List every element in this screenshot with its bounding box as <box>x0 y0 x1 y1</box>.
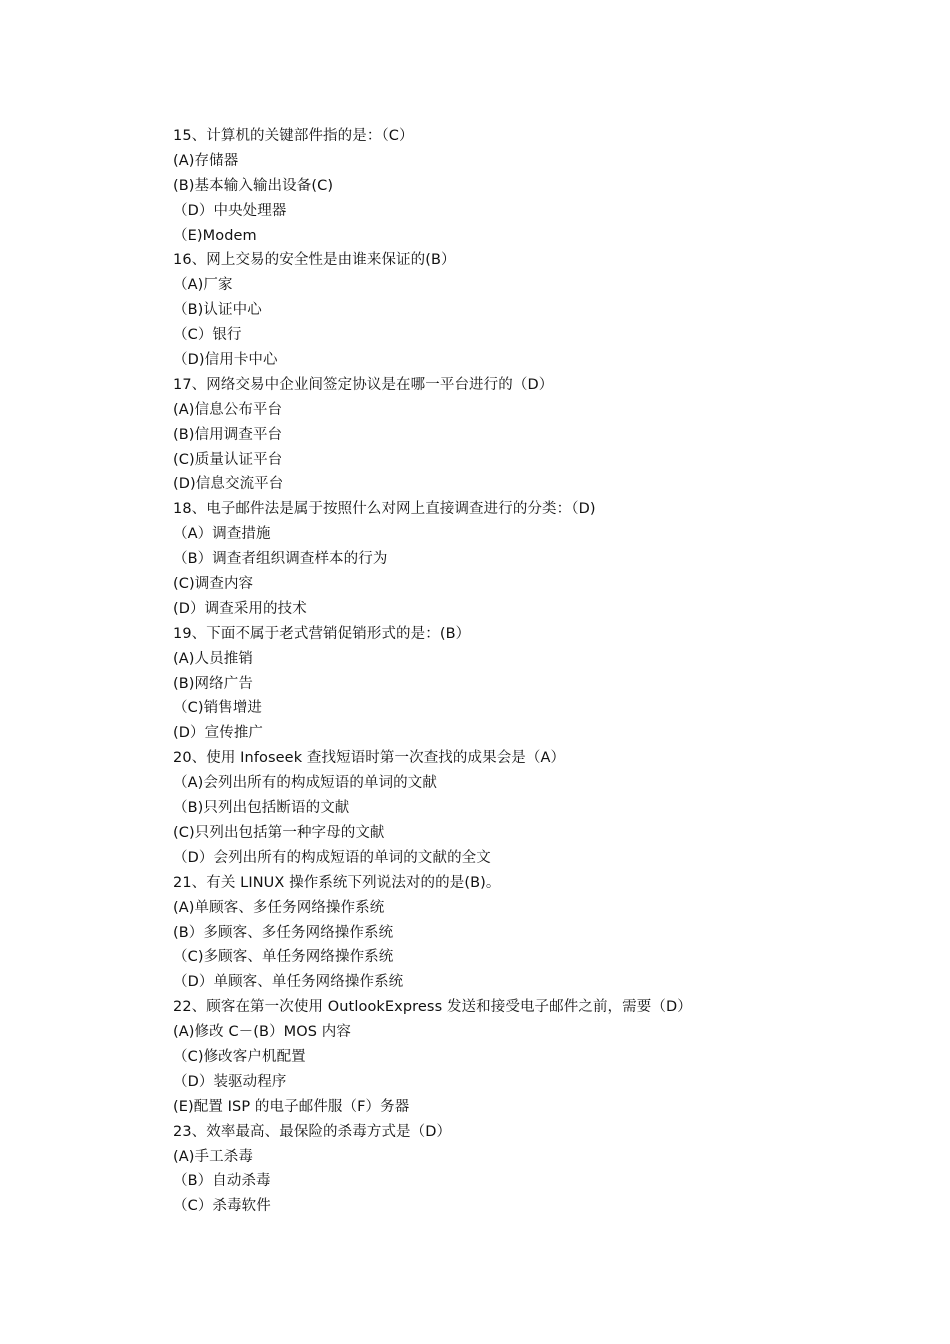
option-line: （A）调查措施 <box>173 526 271 543</box>
option-line: （E)Modem <box>173 227 257 244</box>
option-line: （C）杀毒软件 <box>173 1198 271 1215</box>
option-line: （B)只列出包括断语的文献 <box>173 800 350 817</box>
option-line: (D）宣传推广 <box>173 725 264 742</box>
option-line: （C）银行 <box>173 327 242 344</box>
option-line: (B)网络广告 <box>173 675 253 692</box>
option-line: （C)修改客户机配置 <box>173 1048 306 1065</box>
option-line: （D）中央处理器 <box>173 202 287 219</box>
option-line: (D）调查采用的技术 <box>173 600 307 617</box>
option-line: (B)基本输入输出设备(C) <box>173 177 334 194</box>
question-line: 16、网上交易的安全性是由谁来保证的(B） <box>173 252 456 269</box>
question-line: 18、电子邮件法是属于按照什么对网上直接调查进行的分类：（D) <box>173 501 596 518</box>
option-line: (E)配置 ISP 的电子邮件服（F）务器 <box>173 1098 410 1115</box>
option-line: （B）调查者组织调查样本的行为 <box>173 551 388 568</box>
option-line: (A)修改 C－(B）MOS 内容 <box>173 1024 352 1041</box>
option-line: (A)存储器 <box>173 152 239 169</box>
option-line: （C)多顾客、单任务网络操作系统 <box>173 949 394 966</box>
option-line: （B)认证中心 <box>173 302 262 319</box>
option-line: (B）多顾客、多任务网络操作系统 <box>173 924 394 941</box>
option-line: (A)单顾客、多任务网络操作系统 <box>173 899 385 916</box>
document-body <box>173 124 893 1219</box>
option-line: （A)会列出所有的构成短语的单词的文献 <box>173 775 437 792</box>
option-line: (C)质量认证平台 <box>173 451 283 468</box>
option-line: （D）单顾客、单任务网络操作系统 <box>173 974 404 991</box>
option-line: （A)厂家 <box>173 277 233 294</box>
option-line: (A)信息公布平台 <box>173 401 283 418</box>
question-line: 23、效率最高、最保险的杀毒方式是（D） <box>173 1123 452 1140</box>
option-line: （C)销售增进 <box>173 700 262 717</box>
question-line: 15、计算机的关键部件指的是：（C） <box>173 128 414 144</box>
option-line: (B)信用调查平台 <box>173 426 283 443</box>
option-line: (A)手工杀毒 <box>173 1148 253 1165</box>
option-line: (C)只列出包括第一种字母的文献 <box>173 824 385 841</box>
option-line: （D)信用卡中心 <box>173 352 278 369</box>
option-line: (A)人员推销 <box>173 650 253 667</box>
option-line: （B）自动杀毒 <box>173 1173 271 1190</box>
question-line: 22、顾客在第一次使用 OutlookExpress 发送和接受电子邮件之前，需要（D） <box>173 999 692 1016</box>
question-line: 19、下面不属于老式营销促销形式的是：(B） <box>173 625 471 642</box>
question-line: 17、网络交易中企业间签定协议是在哪一平台进行的（D） <box>173 376 554 393</box>
option-line: （D）会列出所有的构成短语的单词的文献的全文 <box>173 849 491 866</box>
question-line: 21、有关 LINUX 操作系统下列说法对的的是(B)。 <box>173 874 501 891</box>
option-line: （D）装驱动程序 <box>173 1073 287 1090</box>
option-line: (C)调查内容 <box>173 576 254 593</box>
option-line: (D)信息交流平台 <box>173 476 284 493</box>
question-line: 20、使用 Infoseek 查找短语时第一次查找的成果会是（A） <box>173 750 566 767</box>
